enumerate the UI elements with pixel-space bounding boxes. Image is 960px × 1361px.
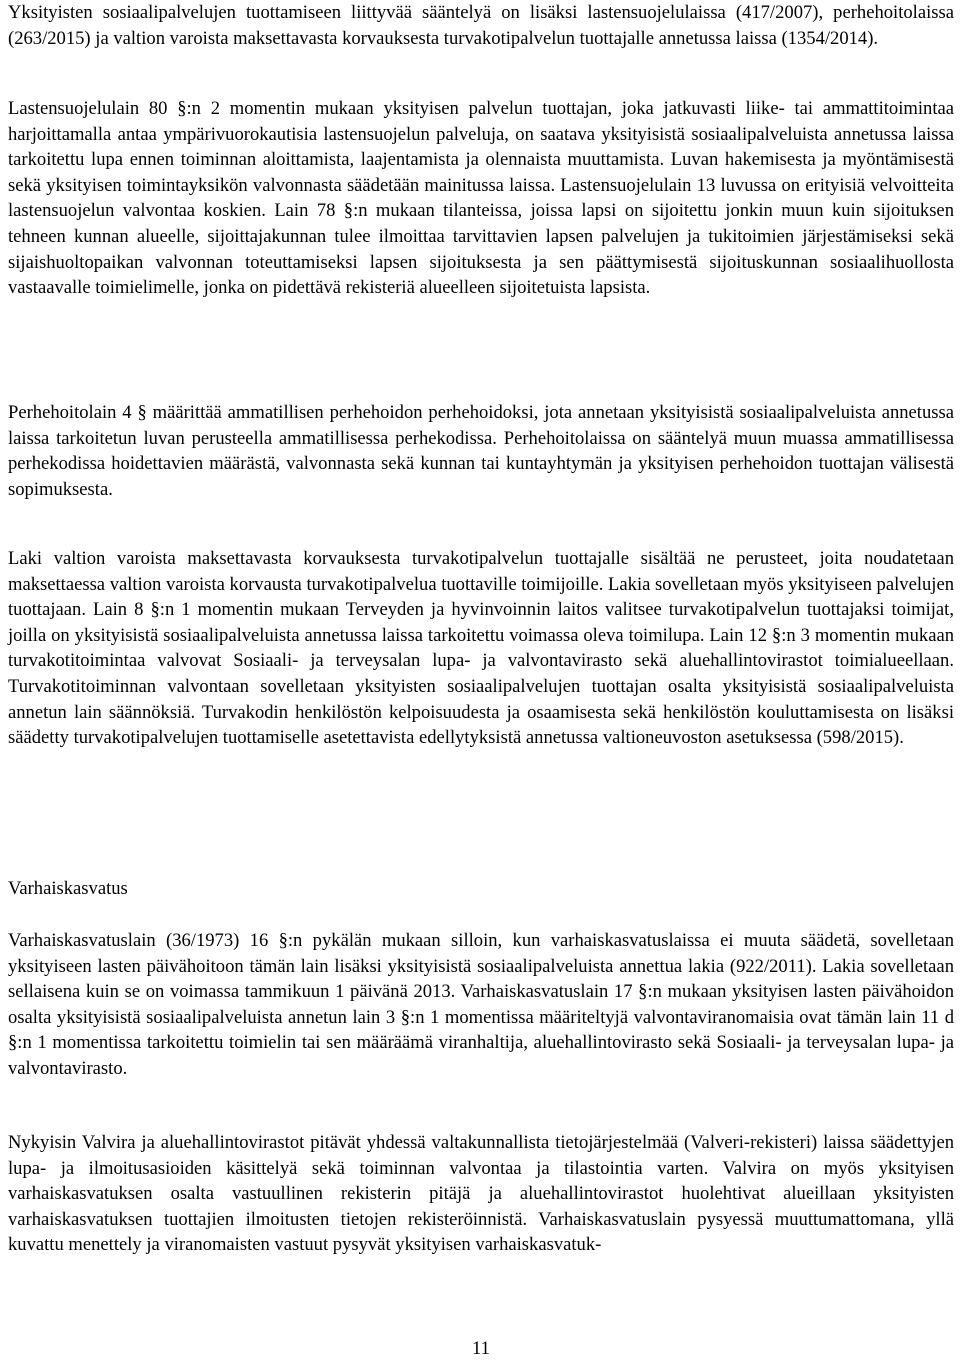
document-page bbox=[8, 0, 954, 1359]
paragraph-child-welfare-act: Lastensuojelulain 80 §:n 2 momentin mukaan yksityisen palvelun tuottajan, joka jatkuvasti liike- tai ammattitoimintaa harjoittamalla antaa ympärivuorokautisia lastensuojelun palveluja, on saatava yksityisistä sosiaalipalveluista annetussa laissa tarkoitettu lupa ennen toiminnan aloittamista, laajentamista ja olennaista muuttamista. Luvan hakemisesta ja myöntämisestä sekä yksityisen toimintayksikön valvonnasta säädetään mainitussa laissa. Lastensuojelulain 13 luvussa on erityisiä velvoitteita lastensuojelun valvontaa koskien. Lain 78 §:n mukaan tilanteissa, joissa lapsi on sijoitettu jonkin muun kuin sijoituksen tehneen kunnan alueelle, sijoittajakunnan tulee ilmoittaa tarvittavien lapsen palvelujen ja tukitoimien järjestämiseksi sekä sijaishuoltopaikan valvonnan toteuttamiseksi lapsen sijoituksesta ja sen päättymisestä sijoituskunnan sosiaalihuollosta vastaavalle toimielimelle, jonka on pidettävä rekisteriä alueelleen sijoitetuista lapsista. bbox=[8, 98, 954, 299]
section-heading-early-childhood-education: Varhaiskasvatus bbox=[8, 878, 128, 899]
paragraph-early-childhood-education-act: Varhaiskasvatuslain (36/1973) 16 §:n pykälän mukaan silloin, kun varhaiskasvatuslaissa ei muuta säädetä, sovelletaan yksityiseen lasten päivähoitoon tämän lain lisäksi yksityisistä sosiaalipalveluista annettua lakia (922/2011). Lakia sovelletaan sellaisena kuin se on voimassa tammikuun 1 päivänä 2013. Varhaiskasvatuslain 17 §:n mukaan yksityisen lasten päivähoidon osalta yksityisistä sosiaalipalveluista annetun lain 3 §:n 1 momentissa määriteltyjä valvontaviranomaisia ovat tämän lain 11 d §:n 1 momentissa tarkoitettu toimielin tai sen määräämä viranhaltija, aluehallintovirasto sekä Sosiaali- ja terveysalan lupa- ja valvontavirasto. bbox=[8, 930, 954, 1079]
paragraph-private-services-regulation: Yksityisten sosiaalipalvelujen tuottamiseen liittyvää sääntelyä on lisäksi lastensuojelulaissa (417/2007), perhehoitolaissa (263/2015) ja valtion varoista maksettavasta korvauksesta turvakotipalvelun tuottajalle annetussa laissa (1354/2014). bbox=[8, 2, 954, 49]
page-number: 11 bbox=[472, 1338, 490, 1359]
paragraph-family-care-act: Perhehoitolain 4 § määrittää ammatillisen perhehoidon perhehoidoksi, jota annetaan yksityisistä sosiaalipalveluista annetussa laissa tarkoitetun luvan perusteella ammatillisessa perhekodissa. Perhehoitolaissa on sääntelyä muun muassa ammatillisessa perhekodissa hoidettavien määrästä, valvonnasta sekä kunnan tai kuntayhtymän ja yksityisen perhehoidon tuottajan välisestä sopimuksesta. bbox=[8, 402, 954, 500]
paragraph-shelter-compensation-act: Laki valtion varoista maksettavasta korvauksesta turvakotipalvelun tuottajalle sisältää ne perusteet, joita noudatetaan maksettaessa valtion varoista korvausta turvakotipalvelua tuottaville toimijoille. Lakia sovelletaan myös yksityiseen palvelujen tuottajaan. Lain 8 §:n 1 momentin mukaan Terveyden ja hyvinvoinnin laitos valitsee turvakotipalvelun tuottajaksi toimijat, joilla on yksityisistä sosiaalipalveluista annetussa laissa tarkoitettu voimassa oleva toimilupa. Lain 12 §:n 3 momentin mukaan turvakotitoimintaa valvovat Sosiaali- ja terveysalan lupa- ja valvontavirasto sekä aluehallintovirastot toimialueellaan. Turvakotitoiminnan valvontaan sovelletaan yksityisten sosiaalipalvelujen tuottajan osalta yksityisistä sosiaalipalveluista annetun lain säännöksiä. Turvakodin henkilöstön kelpoisuudesta ja osaamisesta sekä henkilöstön kouluttamisesta on lisäksi säädetty turvakotipalvelujen tuottamiselle asetettavista edellytyksistä annetussa valtioneuvoston asetuksessa (598/2015). bbox=[8, 548, 954, 749]
paragraph-valveri-register: Nykyisin Valvira ja aluehallintovirastot pitävät yhdessä valtakunnallista tietojärjestelmää (Valveri-rekisteri) laissa säädettyjen lupa- ja ilmoitusasioiden käsittelyä sekä toiminnan valvontaa ja tilastointia varten. Valvira on myös yksityisen varhaiskasvatuksen osalta vastuullinen rekisterin pitäjä ja aluehallintovirastot huolehtivat alueillaan yksityisten varhaiskasvatuksen tuottajien ilmoitusten tietojen rekisteröinnistä. Varhaiskasvatuslain pysyessä muuttumattomana, yllä kuvattu menettely ja viranomaisten vastuut pysyvät yksityisen varhaiskasvatuk- bbox=[8, 1132, 954, 1256]
